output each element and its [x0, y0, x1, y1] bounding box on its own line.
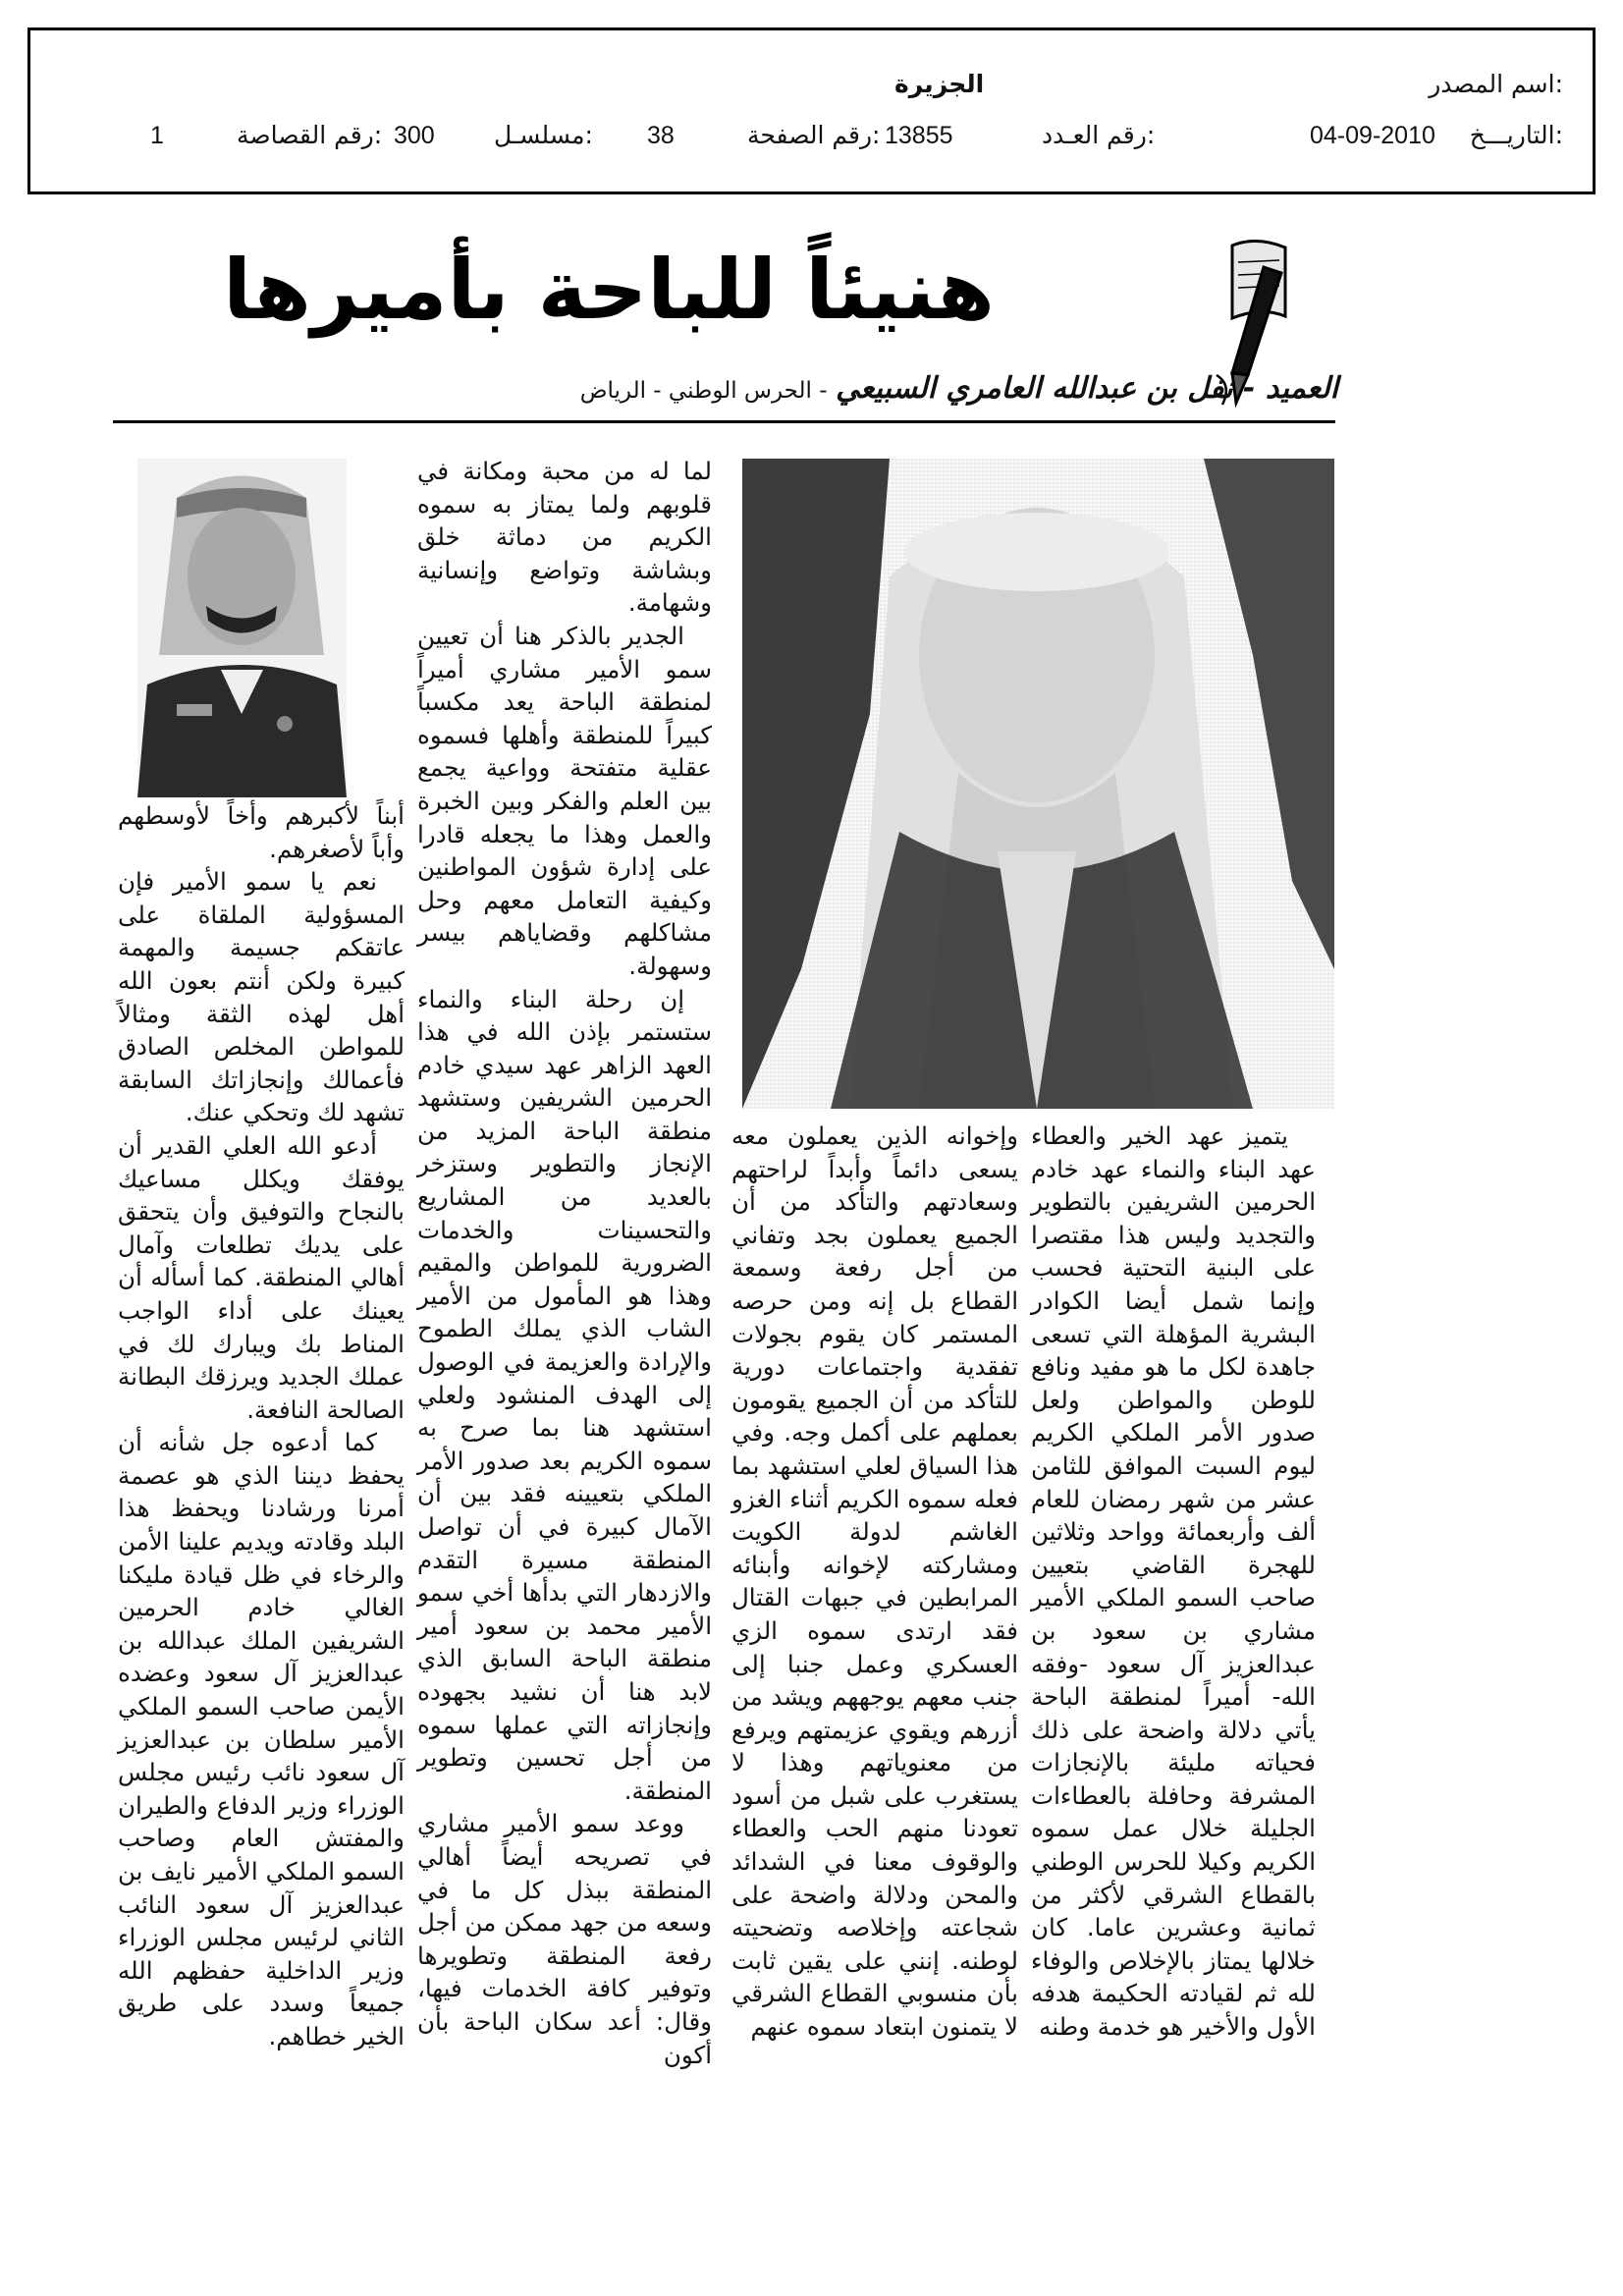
paragraph: إن رحلة البناء والنماء ستستمر بإذن الله في هذا العهد الزاهر عهد سيدي خادم الحرمين الشريفين وستشهد منطقة الباحة المزيد من الإنجاز والتطوير وستزخر بالعديد من المشاريع والتحسينات والخدمات الضرورية للمواطن والمقيم وهذا هو المأمول من الأمير الشاب الذي يملك الطموح والإرادة والعزيمة في الوصول إلى الهدف المنشود ولعلي استشهد هنا بما صرح به سموه الكريم بعد صدور الأمر الملكي بتعيينه فقد بين أن الآمال كبيرة في أن تواصل المنطقة مسيرة التقدم والازدهار التي بدأها أخي سمو الأمير محمد بن سعود أمير منطقة الباحة السابق الذي لابد هنا أن نشيد بجهوده وإنجازاته التي عملها سموه من أجل تحسين وتطوير المنطقة. [417, 984, 712, 1805]
page-label: رقم الصفحة: [747, 121, 881, 149]
prince-portrait-photo [742, 459, 1334, 1109]
article-column-1 [1031, 1120, 1316, 2044]
title-rule [113, 420, 1335, 423]
paragraph: يتميز عهد الخير والعطاء عهد البناء والنماء عهد خادم الحرمين الشريفين بالتطوير والتجديد وليس هذا مقتصرا على البنية التحتية فحسب وإنما شمل أيضا الكوادر البشرية المؤهلة التي تسعى جاهدة لكل ما هو مفيد ونافع للوطن والمواطن ولعل صدور الأمر الملكي الكريم ليوم السبت الموافق للثامن عشر من شهر رمضان للعام ألف وأربعمائة وواحد وثلاثين للهجرة القاضي بتعيين صاحب السمو الملكي الأمير مشاري بن سعود بن عبدالعزيز آل سعود -وفقه الله- أميراً لمنطقة الباحة يأتي دلالة واضحة على ذلك فحياته مليئة بالإنجازات المشرفة وحافلة بالعطاءات الجليلة خلال عمل سموه الكريم وكيلا للحرس الوطني بالقطاع الشرقي لأكثر من ثمانية وعشرين عاما. كان خلالها يمتاز بالإخلاص والوفاء لله ثم لقيادته الحكيمة هدفه الأول والأخير هو خدمة وطنه [1031, 1121, 1316, 2042]
date-label: التاريـــخ: [1469, 121, 1563, 149]
article-title: هنيئاً للباحة بأميرها [223, 242, 995, 338]
paragraph: أبناً لأكبرهم وأخاً لأوسطهم وأباً لأصغرهم. [118, 801, 405, 863]
author-portrait-photo [137, 459, 347, 797]
clip-label: رقم القصاصة: [237, 121, 383, 149]
paragraph: نعم يا سمو الأمير فإن المسؤولية الملقاة على عاتقكم جسيمة والمهمة كبيرة ولكن أنتم بعون الله أهل لهذه الثقة ومثالاً للمواطن المخلص الصادق فأعمالك وإنجازاتك السابقة تشهد لك وتحكي عنك. [118, 867, 405, 1127]
paragraph: ووعد سمو الأمير مشاري في تصريحه أيضاً أهالي المنطقة ببذل كل ما في وسعه من جهد ممكن من أجل رفعة المنطقة وتطويرها وتوفير كافة الخدمات فيها، وقال: أعد سكان الباحة بأن أكون [417, 1809, 712, 2069]
source-value: الجزيرة [894, 70, 985, 98]
clip-value: 1 [150, 122, 164, 149]
source-label: اسم المصدر: [1429, 70, 1563, 98]
author-name: العميد - نفل بن عبدالله العامري السبيعي [836, 371, 1338, 406]
page-value: 38 [647, 122, 675, 149]
issue-label: رقم العـدد: [1042, 121, 1156, 149]
serial-value: 300 [394, 122, 435, 149]
paragraph: الجدير بالذكر هنا أن تعيين سمو الأمير مشاري أميراً لمنطقة الباحة يعد مكسباً كبيراً للمنطقة وأهلها فسموه عقلية متفتحة وواعية يجمع بين العلم والفكر وبين الخبرة والعمل وهذا ما يجعله قادرا على إدارة شؤون المواطنين وكيفية التعامل معهم وحل مشاكلهم وقضاياهم بيسر وسهولة. [417, 621, 712, 980]
author-affiliation: - الحرس الوطني - الرياض [579, 378, 828, 404]
date-value: 04-09-2010 [1310, 122, 1435, 149]
article-column-3 [417, 455, 712, 2071]
paragraph: لما له من محبة ومكانة في قلوبهم ولما يمتاز به سموه الكريم من دماثة خلق وبشاشة وتواضع وإنسانية وشهامة. [417, 457, 712, 618]
paragraph: وإخوانه الذين يعملون معه يسعى دائماً وأبداً لراحتهم وسعادتهم والتأكد من أن الجميع يعملون بجد وتفاني من أجل رفعة وسمعة القطاع بل إنه ومن حرصه المستمر كان يقوم بجولات تفقدية واجتماعات دورية للتأكد من أن الجميع يقومون بعملهم على أكمل وجه. وفي هذا السياق لعلي استشهد بما فعله سموه الكريم أثناء الغزو الغاشم لدولة الكويت ومشاركته لإخوانه وأبنائه المرابطين في جبهات القتال فقد ارتدى سموه الزي العسكري وعمل جنبا إلى جنب معهم يوجههم ويشد من أزرهم ويقوي عزيمتهم ويرفع من معنوياتهم وهذا لا يستغرب على شبل من أسود تعودنا منهم الحب والعطاء والوقوف معنا في الشدائد والمحن ودلالة واضحة على شجاعته وإخلاصه وتضحيته لوطنه. إنني على يقين ثابت بأن منسوبي القطاع الشرقي لا يتمنون ابتعاد سموه عنهم [730, 1121, 1018, 2042]
byline [580, 371, 1338, 406]
clipping-info-box [27, 27, 1596, 194]
paragraph: أدعو الله العلي القدير أن يوفقك ويكلل مساعيك بالنجاح والتوفيق وأن يتحقق على يديك تطلعات وآمال أهالي المنطقة. كما أسأله أن يعينك على أداء الواجب المناط بك ويبارك لك في عملك الجديد ويرزقك البطانة الصالحة النافعة. [118, 1130, 405, 1424]
issue-value: 13855 [885, 122, 953, 149]
paragraph: كما أدعوه جل شأنه أن يحفظ ديننا الذي هو عصمة أمرنا ورشادنا ويحفظ هذا البلد وقادته ويديم علينا الأمن والرخاء في ظل قيادة مليكنا الغالي خادم الحرمين الشريفين الملك عبدالله بن عبدالعزيز آل سعود وعضده الأيمن صاحب السمو الملكي الأمير سلطان بن عبدالعزيز آل سعود نائب رئيس مجلس الوزراء وزير الدفاع والطيران والمفتش العام وصاحب السمو الملكي الأمير نايف بن عبدالعزيز آل سعود النائب الثاني لرئيس مجلس الوزراء وزير الداخلية حفظهم الله جميعاً وسدد على طريق الخير خطاهم. [118, 1428, 405, 2050]
article-column-4 [118, 799, 405, 2053]
serial-label: مسلسـل: [494, 121, 593, 149]
article-column-2 [731, 1120, 1018, 2044]
